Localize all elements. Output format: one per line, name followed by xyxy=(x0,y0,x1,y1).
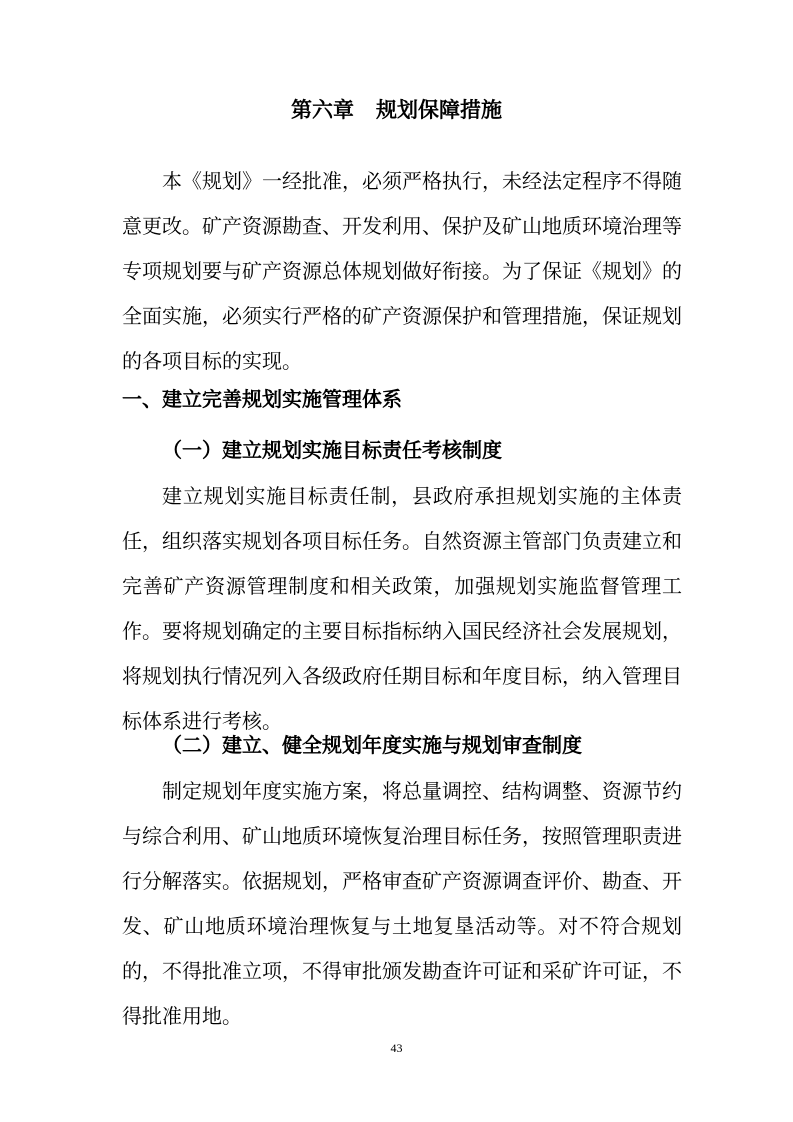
chapter-title xyxy=(0,94,793,126)
section-heading: 一、建立完善规划实施管理体系 xyxy=(122,387,402,411)
page-number: 43 xyxy=(390,1041,403,1055)
subsection-heading-1: （一）建立规划实施目标责任考核制度 xyxy=(162,438,502,462)
intro-paragraph: 本《规划》一经批准，必须严格执行，未经法定程序不得随意更改。矿产资源勘查、开发利用、保护及矿山地质环境治理等专项规划要与矿产资源总体规划做好衔接。为了保证《规划》的全面实施，必须实行严格的矿产资源保护和管理措施，保证规划的各项目标的实现。 xyxy=(122,169,682,373)
subsection-heading-2: （二）建立、健全规划年度实施与规划审查制度 xyxy=(162,733,582,757)
chapter-number: 第六章 xyxy=(291,98,354,122)
chapter-name: 规划保障措施 xyxy=(376,98,502,122)
subsection-paragraph-1: 建立规划实施目标责任制，县政府承担规划实施的主体责任，组织落实规划各项目标任务。自然资源主管部门负责建立和完善矿产资源管理制度和相关政策，加强规划实施监督管理工作。要将规划确定的主要目标指标纳入国民经济社会发展规划，将规划执行情况列入各级政府任期目标和年度目标，纳入管理目标体系进行考核。 xyxy=(122,484,682,733)
subsection-paragraph-2: 制定规划年度实施方案，将总量调控、结构调整、资源节约与综合利用、矿山地质环境恢复治理目标任务，按照管理职责进行分解落实。依据规划，严格审查矿产资源调查评价、勘查、开发、矿山地质环境治理恢复与土地复垦活动等。对不符合规划的，不得批准立项，不得审批颁发勘查许可证和采矿许可证，不得批准用地。 xyxy=(122,779,682,1028)
